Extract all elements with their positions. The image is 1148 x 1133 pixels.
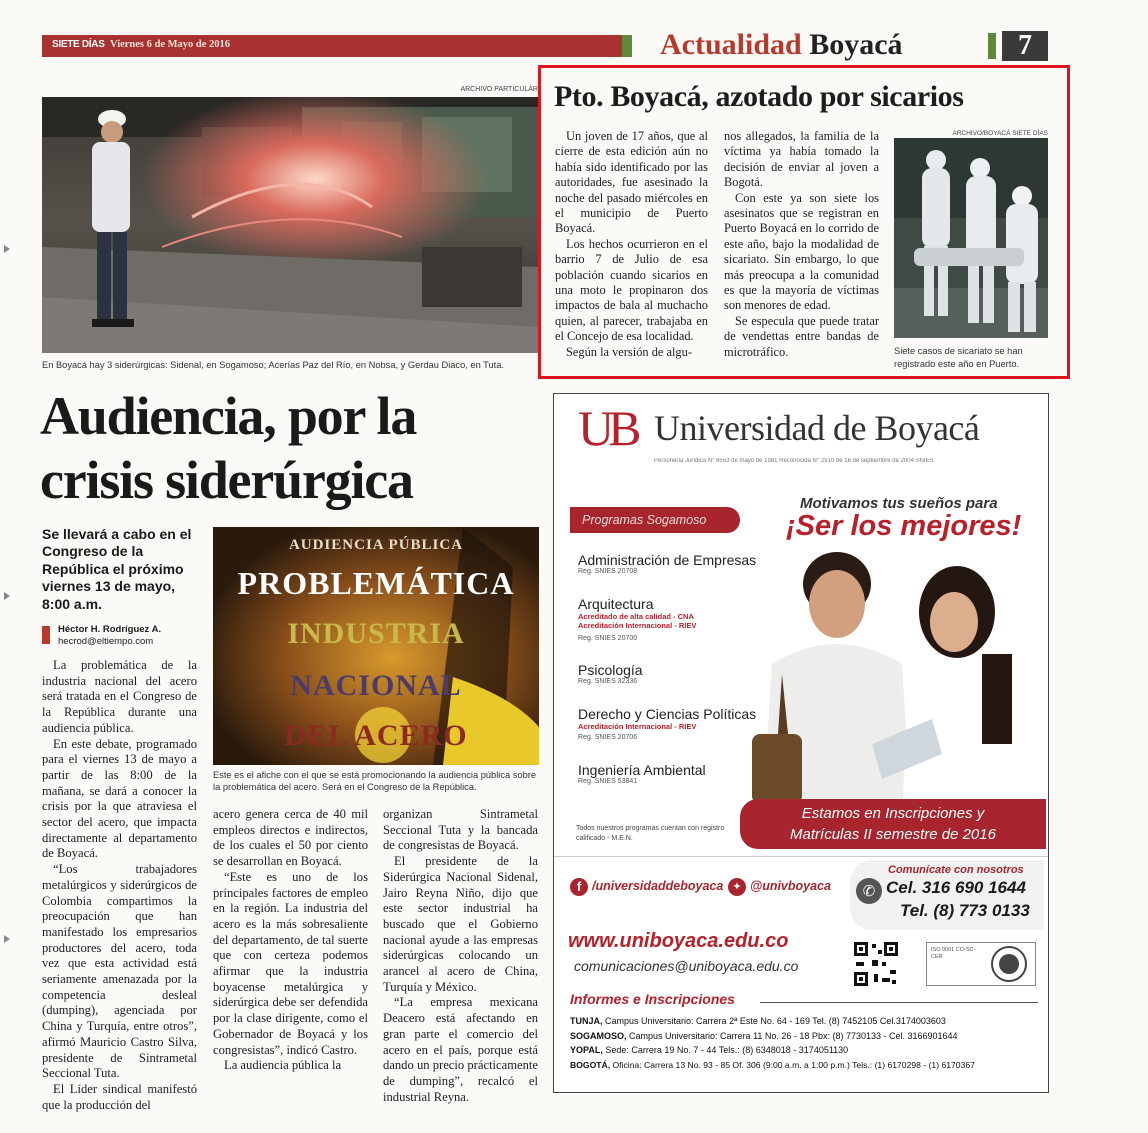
main-c1-p3: “Los trabajadores metalúrgicos y siderúrgicos de Colombia compartimos la preocupación que han manifestado los empresarios productores del acero, toda vez que esta actividad está seriamente amenazada por la competencia desleal (dumping), agenciada por China y Turquía, entre otros”, afirmó Mauricio Castro Silva, presidente de Sintrametal Seccional Tuta.	[42, 862, 197, 1081]
twitter-icon[interactable]: ✦	[728, 878, 746, 896]
university-fine-print: Personería Jurídica N° 6553 de mayo de 1981 Reconocida N° 2910 de 16 de septiembre de 2004 SNIES	[654, 458, 934, 464]
program-reg: Reg. SNIES 20700	[578, 635, 638, 642]
sidebar-c1-p2: Los hechos ocurrieron en el barrio 7 de Julio de esa población cuando sicarios en una moto le propinaron dos impactos de bala al muchacho quien, al parecer, trabajaba en el Concejo de esa localidad.	[555, 236, 708, 344]
ub-logo: UB	[578, 400, 636, 456]
program-accreditation: Acreditación Internacional - RIEV	[578, 722, 697, 731]
university-ad	[553, 393, 1049, 1093]
main-column-3	[383, 807, 538, 1105]
program-reg: Reg. SNIES 20708	[578, 568, 638, 575]
students-photo	[742, 544, 1042, 824]
poster-line2: PROBLEMÁTICA	[237, 565, 515, 601]
certification-seal-text: ISO 9001 CO-SC-CER	[931, 947, 976, 960]
scan-mark-icon	[4, 935, 10, 943]
photo-credit: ARCHIVO PARTICULAR	[460, 86, 538, 93]
university-name: Universidad de Boyacá	[654, 408, 980, 448]
programs-label: Programas Sogamoso	[570, 507, 740, 533]
main-c1-p2: En este debate, programado para el viernes 13 de mayo a partir de las 8:00 de la mañana, se dará a conocer la crisis por la que atraviesa el sector del acero, que impacta directamente al departamento de Boyacá.	[42, 736, 197, 861]
main-c2-p3: La audiencia pública la	[224, 1058, 342, 1073]
address-line	[570, 1029, 1046, 1044]
address-text: Campus Universitario: Carrera 2ª Este No. 64 - 169 Tel. (8) 7452105 Cel.3174003603	[605, 1016, 946, 1026]
poster-line4: NACIONAL	[290, 669, 462, 702]
telephone-number[interactable]: Tel. (8) 773 0133	[900, 901, 1030, 920]
tagline-small: Motivamos tus sueños para	[800, 495, 998, 512]
page-number: 7	[1002, 31, 1048, 61]
enrollment-banner	[740, 799, 1046, 849]
main-c3-p1: organizan Sintrametal Seccional Tuta y la bancada de congresistas de Boyacá.	[383, 807, 538, 853]
main-headline-line2: crisis siderúrgica	[40, 450, 413, 510]
scan-mark-icon	[4, 245, 10, 253]
header-accent-green-right	[988, 33, 996, 59]
address-city: TUNJA,	[570, 1016, 603, 1026]
program-name: Psicología	[578, 662, 643, 678]
program-name: Ingeniería Ambiental	[578, 762, 706, 778]
issue-date: Viernes 6 de Mayo de 2016	[110, 39, 231, 50]
program-accreditation: Acreditado de alta calidad - CNA	[578, 612, 694, 621]
whatsapp-icon[interactable]: ✆	[856, 878, 882, 904]
sidebar-c2-p1: nos allegados, la familia de la víctima ya había tomado la decisión de enviar al joven a Bogotá.	[724, 129, 879, 190]
email-link[interactable]: comunicaciones@uniboyaca.edu.co	[574, 958, 799, 974]
enrollment-banner-line1: Estamos en Inscripciones y	[801, 805, 985, 822]
sidebar-column-2	[724, 129, 879, 360]
sidebar-c2-p2: Con este ya son siete los asesinatos que se registran en Puerto Boyacá en lo corrido de este año, bajo la modalidad de sicariato. Sin embargo, lo que más preocupa a la comunidad es que la mayoría de víctimas son menores de edad.	[724, 190, 879, 313]
section-title-word2: Boyacá	[809, 28, 903, 61]
author-email[interactable]: hecrod@eltiempo.com	[58, 636, 154, 647]
main-headline	[40, 384, 540, 512]
address-text: Oficina: Carrera 13 No. 93 - 85 Of. 306 (9:00 a.m. a 1:00 p.m.) Tels.: (1) 6170298 - (1) 6170367	[612, 1059, 975, 1070]
section-tag: SIETE DÍAS	[52, 39, 105, 50]
crime-scene-photo	[894, 138, 1048, 338]
program-reg: Reg. SNIES 53841	[578, 778, 638, 785]
author-marker	[42, 626, 50, 644]
sidebar-column-1	[555, 129, 708, 360]
main-c3-p2: El presidente de la Siderúrgica Nacional Sidenal, Jairo Reyna Niño, dijo que este sector industrial ha buscado que el Gobierno nacional ayude a las empresas siderúrgicas colocando un arancel al acero de China, Turquía y México.	[383, 854, 538, 994]
poster-line3: INDUSTRIA	[287, 617, 465, 650]
poster-caption: Este es el afiche con el que se está promocionando la audiencia pública sobre la problemática del acero. Será en el Congreso de la República.	[213, 770, 537, 792]
address-list	[570, 1014, 1046, 1072]
main-column-2	[213, 807, 368, 1074]
main-deck: Se llevará a cabo en el Congreso de la República el próximo viernes 13 de mayo, 8:00 a.m.	[42, 526, 192, 612]
sidebar-c2-p3: Se especula que puede tratar de vendettas entre bandas de microtráfico.	[724, 313, 879, 359]
sidebar-c1-p3: Según la versión de algu-	[566, 344, 692, 359]
main-column-1	[42, 658, 197, 1113]
program-name: Derecho y Ciencias Políticas	[578, 706, 757, 722]
photo-caption: En Boyacá hay 3 siderúrgicas: Sidenal, en Sogamoso; Acerías Paz del Río, en Nobsa, y Gerdau Diaco, en Tuta.	[42, 360, 505, 370]
cellphone-number[interactable]: Cel. 316 690 1644	[886, 878, 1026, 897]
website-link[interactable]: www.uniboyaca.edu.co	[568, 930, 789, 952]
tagline-big: ¡Ser los mejores!	[786, 510, 1022, 542]
main-c1-p4: El Líder sindical manifestó que la producción del	[42, 1081, 197, 1112]
main-c3-p3: “La empresa mexicana Deacero está afectando en gran parte el comercio del acero en el país, porque está dando un precio prácticamente de dumping”, recalcó el industrial Reyna.	[383, 995, 538, 1104]
program-reg: Reg. SNIES 20706	[578, 734, 638, 741]
audiencia-poster	[213, 527, 539, 765]
info-divider	[760, 1002, 1038, 1003]
contact-label: Comunícate con nosotros	[888, 864, 1024, 876]
qr-code-icon[interactable]	[852, 940, 900, 988]
address-line	[570, 1058, 1046, 1073]
address-line	[570, 1043, 1046, 1058]
steel-mill-photo	[42, 97, 538, 353]
header-bar	[42, 35, 630, 57]
program-name: Administración de Empresas	[578, 552, 757, 568]
main-c1-p1: La problemática de la industria nacional del acero será tratada en el Congreso de la República durante una audiencia pública.	[42, 658, 197, 735]
info-label: Informes e Inscripciones	[570, 991, 735, 1007]
sidebar-c1-p1: Un joven de 17 años, que al cierre de esta edición aún no había sido identificado por las autoridades, fue asesinado la noche del pasado miércoles en el municipio de Puerto Boyacá.	[555, 129, 708, 236]
sidebar-headline: Pto. Boyacá, azotado por sicarios	[554, 80, 964, 113]
facebook-handle[interactable]: /universidaddeboyaca	[592, 879, 724, 893]
facebook-icon[interactable]: f	[570, 878, 588, 896]
registry-note: Todos nuestros programas cuentan con registro calificado - M.E.N.	[576, 825, 725, 842]
sidebar-photo-credit: ARCHIVO/BOYACÁ SIETE DÍAS	[952, 130, 1048, 137]
main-c2-p2: “Este es uno de los principales factores de empleo en la región. La industria del acero es la más sobresaliente del departamento, de tal suerte que con certeza podemos afirmar que la industria boyacense metalúrgica y siderúrgica debe ser defendida por la clase dirigente, como el Gobernador de Boyacá y los congresistas”, indicó Castro.	[213, 869, 368, 1057]
address-city: SOGAMOSO,	[570, 1030, 627, 1041]
address-line	[570, 1014, 1046, 1029]
program-name: Arquitectura	[578, 596, 654, 612]
poster-line1: AUDIENCIA PÚBLICA	[288, 537, 464, 553]
section-title-word1: Actualidad	[660, 28, 802, 61]
certification-seal-icon	[926, 942, 1036, 986]
scan-mark-icon	[4, 592, 10, 600]
address-text: Sede: Carrera 19 No. 7 - 44 Tels.: (8) 6348018 - 3174051130	[605, 1045, 849, 1055]
sidebar-photo-caption: Siete casos de sicariato se han registrado este año en Puerto.	[894, 346, 1023, 369]
main-c2-p1: acero genera cerca de 40 mil empleos directos e indirectos, de los cuales el 50 por ciento se desarrollan en Boyacá.	[213, 807, 368, 869]
author-name: Héctor H. Rodríguez A.	[58, 624, 162, 635]
twitter-handle[interactable]: @univboyaca	[750, 879, 831, 893]
program-accreditation: Acreditación Internacional - RIEV	[578, 621, 697, 630]
header-accent-green	[622, 35, 632, 57]
main-headline-line1: Audiencia, por la	[40, 386, 417, 446]
enrollment-banner-line2: Matrículas II semestre de 2016	[790, 826, 996, 843]
program-reg: Reg. SNIES 32336	[578, 678, 638, 685]
address-city: BOGOTÁ,	[570, 1059, 611, 1070]
poster-line5: DEL ACERO	[284, 719, 468, 752]
address-city: YOPAL,	[570, 1045, 603, 1055]
address-text: Campus Universitario: Carrera 11 No. 26 - 18 Pbx: (8) 7730133 - Cel. 3166901644	[629, 1030, 958, 1041]
section-title	[660, 27, 903, 63]
